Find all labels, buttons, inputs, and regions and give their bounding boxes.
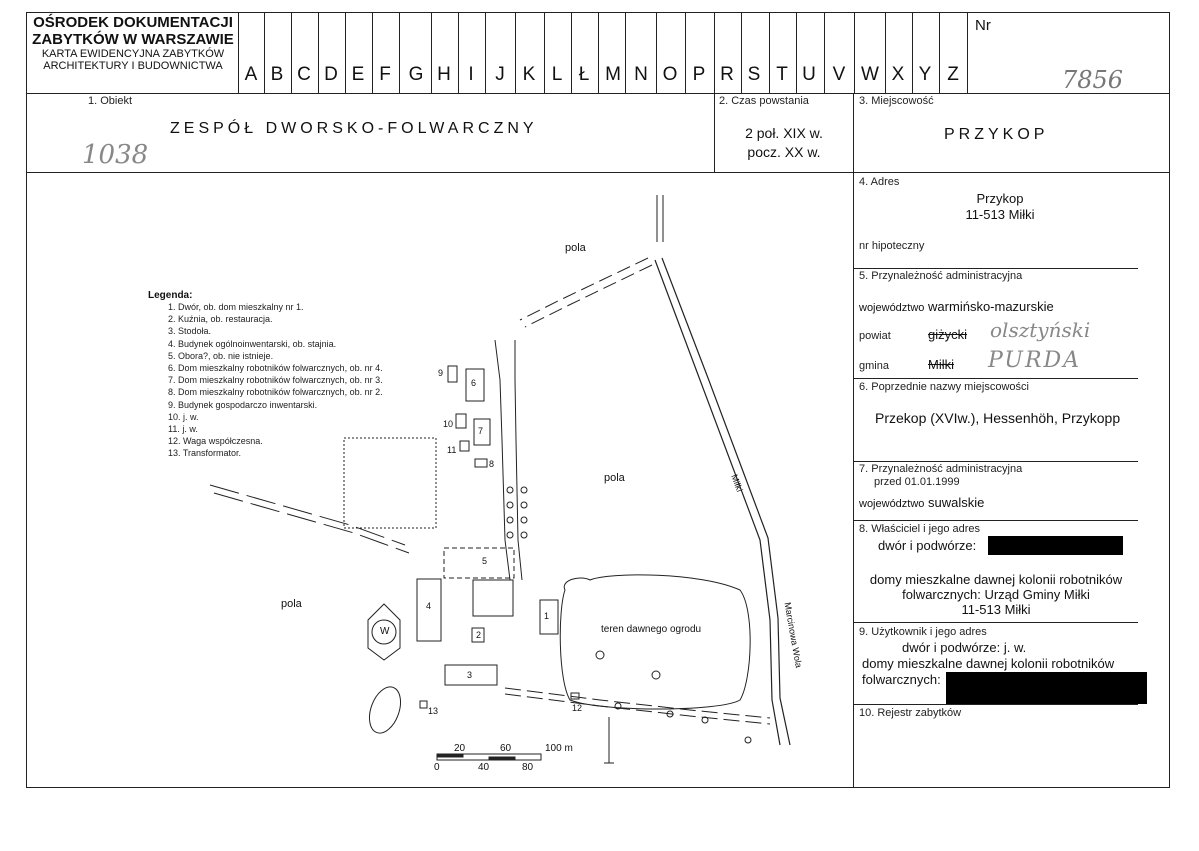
section4-label: 4. Adres: [859, 176, 900, 188]
voivodeship-value: warmińsko-mazurskie: [928, 299, 1054, 314]
tree: [521, 487, 527, 493]
card-type-2: ARCHITEKTURY I BUDOWNICTWA: [43, 60, 223, 72]
old-voivodeship-label: województwo: [859, 498, 925, 510]
address-line2: 11-513 Miłki: [965, 207, 1035, 222]
pond: [364, 683, 407, 738]
legend-item: 5. Obora?, ob. nie istnieje.: [168, 350, 274, 361]
section1-label: 1. Obiekt: [88, 95, 133, 107]
map-label-building-2: 2: [476, 630, 482, 640]
previous-names: Przekop (XVIw.), Hessenhöh, Przykopp: [875, 410, 1121, 426]
letter-r[interactable]: R: [720, 64, 734, 85]
letter-j[interactable]: J: [495, 64, 505, 85]
map-label-building-8: 8: [489, 459, 495, 469]
voivodeship-label: województwo: [859, 302, 925, 314]
building-9: [448, 366, 457, 382]
scale-label: 20: [454, 743, 466, 754]
legend-title: Legenda:: [148, 290, 193, 301]
field-square: [344, 438, 436, 528]
scale-label: 40: [478, 762, 490, 773]
letter-x[interactable]: X: [891, 64, 905, 85]
letter-y[interactable]: Y: [918, 64, 932, 85]
letter-m[interactable]: M: [605, 64, 621, 85]
courtyard-block: [473, 580, 513, 616]
construction-date-line2: pocz. XX w.: [747, 144, 821, 160]
section7-sublabel: przed 01.01.1999: [874, 476, 960, 488]
map-label-well: W: [380, 626, 390, 637]
letter-l[interactable]: L: [551, 64, 563, 85]
letter-n[interactable]: N: [634, 64, 648, 85]
tree: [521, 517, 527, 523]
legend-item: 11. j. w.: [168, 424, 198, 435]
mortgage-label: nr hipoteczny: [859, 240, 925, 252]
tree: [507, 532, 513, 538]
construction-date-line1: 2 poł. XIX w.: [745, 125, 823, 141]
map-label-road-marcinowa: Marcinowa Wola: [782, 601, 804, 669]
letter-c[interactable]: C: [297, 64, 311, 85]
map-label-road-milki: Miłki: [729, 472, 745, 494]
owner-line2: domy mieszkalne dawnej kolonii robotników: [869, 572, 1123, 587]
road-northwest: [525, 265, 652, 327]
map-label-building-10: 10: [443, 419, 454, 429]
scale-bar-fill: [489, 757, 515, 760]
letter-w[interactable]: W: [861, 64, 879, 85]
commune-value: Miłki: [928, 357, 954, 372]
section9-label: 9. Użytkownik i jego adres: [859, 626, 987, 638]
road-west: [214, 493, 409, 553]
legend-item: 12. Waga współczesna.: [168, 436, 263, 447]
county-label: powiat: [859, 330, 891, 342]
nr-label: Nr: [975, 17, 991, 34]
map-label-building-13: 13: [428, 706, 439, 716]
letter-t[interactable]: T: [776, 64, 788, 85]
lane-right: [515, 340, 522, 580]
map-label-pola-left: pola: [281, 598, 302, 610]
tree: [521, 532, 527, 538]
building-10: [456, 414, 466, 428]
legend-item: 4. Budynek ogólnoinwentarski, ob. stajnia.: [168, 338, 337, 349]
county-value: giżycki: [928, 327, 968, 342]
map-label-building-1: 1: [544, 611, 550, 621]
garden-outline: [560, 575, 750, 709]
letter-e[interactable]: E: [351, 64, 365, 85]
lane-left: [495, 340, 510, 580]
tree: [507, 487, 513, 493]
map-label-building-11: 11: [447, 445, 457, 455]
letter-i[interactable]: I: [468, 64, 474, 85]
object-title: ZESPÓŁ DWORSKO-FOLWARCZNY: [170, 120, 538, 137]
section2-label: 2. Czas powstania: [719, 95, 809, 107]
user-line2: domy mieszkalne dawnej kolonii robotników: [862, 656, 1115, 671]
map-label-building-9: 9: [438, 368, 444, 378]
institution-name-2: ZABYTKÓW W WARSZAWIE: [32, 31, 234, 48]
letter-v[interactable]: V: [832, 64, 846, 85]
map-label-pola-top: pola: [565, 242, 586, 254]
letter-s[interactable]: S: [747, 64, 761, 85]
building-11: [460, 441, 469, 451]
scale-label: 80: [522, 762, 534, 773]
tree: [596, 651, 604, 659]
county-handwritten: olsztyński: [990, 318, 1091, 342]
scale-label: 60: [500, 743, 512, 754]
letter-p[interactable]: P: [692, 64, 706, 85]
owner-line3: folwarcznych: Urząd Gminy Miłki: [902, 587, 1090, 602]
user-manor-line: dwór i podwórze: j. w.: [902, 640, 1027, 655]
section7-label: 7. Przynależność administracyjna: [859, 463, 1023, 475]
letter-a[interactable]: A: [244, 64, 258, 85]
legend-item: 13. Transformator.: [168, 448, 242, 459]
road-west: [210, 485, 405, 545]
letter-f[interactable]: F: [379, 64, 391, 85]
legend-item: 1. Dwór, ob. dom mieszkalny nr 1.: [168, 302, 304, 312]
section8-label: 8. Właściciel i jego adres: [859, 523, 981, 535]
building-5: [444, 548, 514, 578]
address-line1: Przykop: [976, 191, 1024, 206]
handwritten-register-number: 1038: [82, 140, 149, 170]
section10-label: 10. Rejestr zabytków: [859, 707, 962, 719]
legend-item: 6. Dom mieszkalny robotników folwarcznych, ob. nr 4.: [168, 363, 383, 374]
building-8: [475, 459, 487, 467]
map-label-building-4: 4: [426, 601, 432, 611]
scale-bar-fill: [437, 754, 463, 757]
map-label-building-6: 6: [471, 378, 477, 388]
map-label-pola-center: pola: [604, 472, 625, 484]
section6-label: 6. Poprzednie nazwy miejscowości: [859, 381, 1029, 393]
tree: [745, 737, 751, 743]
map-label-building-12: 12: [572, 703, 583, 713]
map-label-building-3: 3: [467, 670, 473, 680]
letter-o[interactable]: O: [662, 64, 678, 85]
legend-item: 8. Dom mieszkalny robotników folwarcznych, ob. nr 2.: [168, 387, 383, 398]
road-milki-left-edge: [655, 260, 780, 745]
old-voivodeship-value: suwalskie: [928, 495, 985, 510]
letter-d[interactable]: D: [324, 64, 338, 85]
locality-value: PRZYKOP: [944, 126, 1049, 143]
letter-u[interactable]: U: [802, 64, 816, 85]
letter-g[interactable]: G: [408, 64, 424, 85]
scale-label: 100 m: [545, 743, 573, 754]
building-13: [420, 701, 427, 708]
legend-item: 2. Kuźnia, ob. restauracja.: [168, 314, 273, 325]
tree: [507, 517, 513, 523]
letter-h[interactable]: H: [437, 64, 451, 85]
tree: [521, 502, 527, 508]
owner-line4: 11-513 Miłki: [961, 602, 1031, 617]
commune-handwritten: PURDA: [988, 348, 1082, 373]
tree: [507, 502, 513, 508]
section5-label: 5. Przynależność administracyjna: [859, 270, 1023, 282]
section3-label: 3. Miejscowość: [859, 95, 934, 107]
map-label-garden: teren dawnego ogrodu: [601, 624, 702, 635]
letter-k[interactable]: K: [522, 64, 536, 85]
commune-label: gmina: [859, 360, 889, 372]
legend-item: 9. Budynek gospodarczo inwentarski.: [168, 399, 318, 410]
nr-handwritten-value: 7856: [1062, 66, 1124, 94]
letter-b[interactable]: B: [270, 64, 284, 85]
legend-item: 7. Dom mieszkalny robotników folwarcznych, ob. nr 3.: [168, 375, 383, 386]
letter-z[interactable]: Z: [947, 64, 959, 85]
institution-name-1: OŚRODEK DOKUMENTACJI: [33, 14, 233, 31]
legend-item: 3. Stodoła.: [168, 326, 212, 337]
user-line3: folwarcznych:: [862, 672, 941, 687]
road-northwest: [520, 258, 648, 320]
letter-l-stroke[interactable]: Ł: [578, 64, 590, 85]
scale-label: 0: [434, 762, 440, 773]
map-label-building-5: 5: [482, 556, 488, 566]
card-type-1: KARTA EWIDENCYJNA ZABYTKÓW: [41, 48, 225, 60]
owner-manor-line: dwór i podwórze:: [878, 538, 977, 553]
legend-item: 10. j. w.: [168, 411, 199, 422]
tree: [652, 671, 660, 679]
map-label-building-7: 7: [478, 426, 484, 436]
